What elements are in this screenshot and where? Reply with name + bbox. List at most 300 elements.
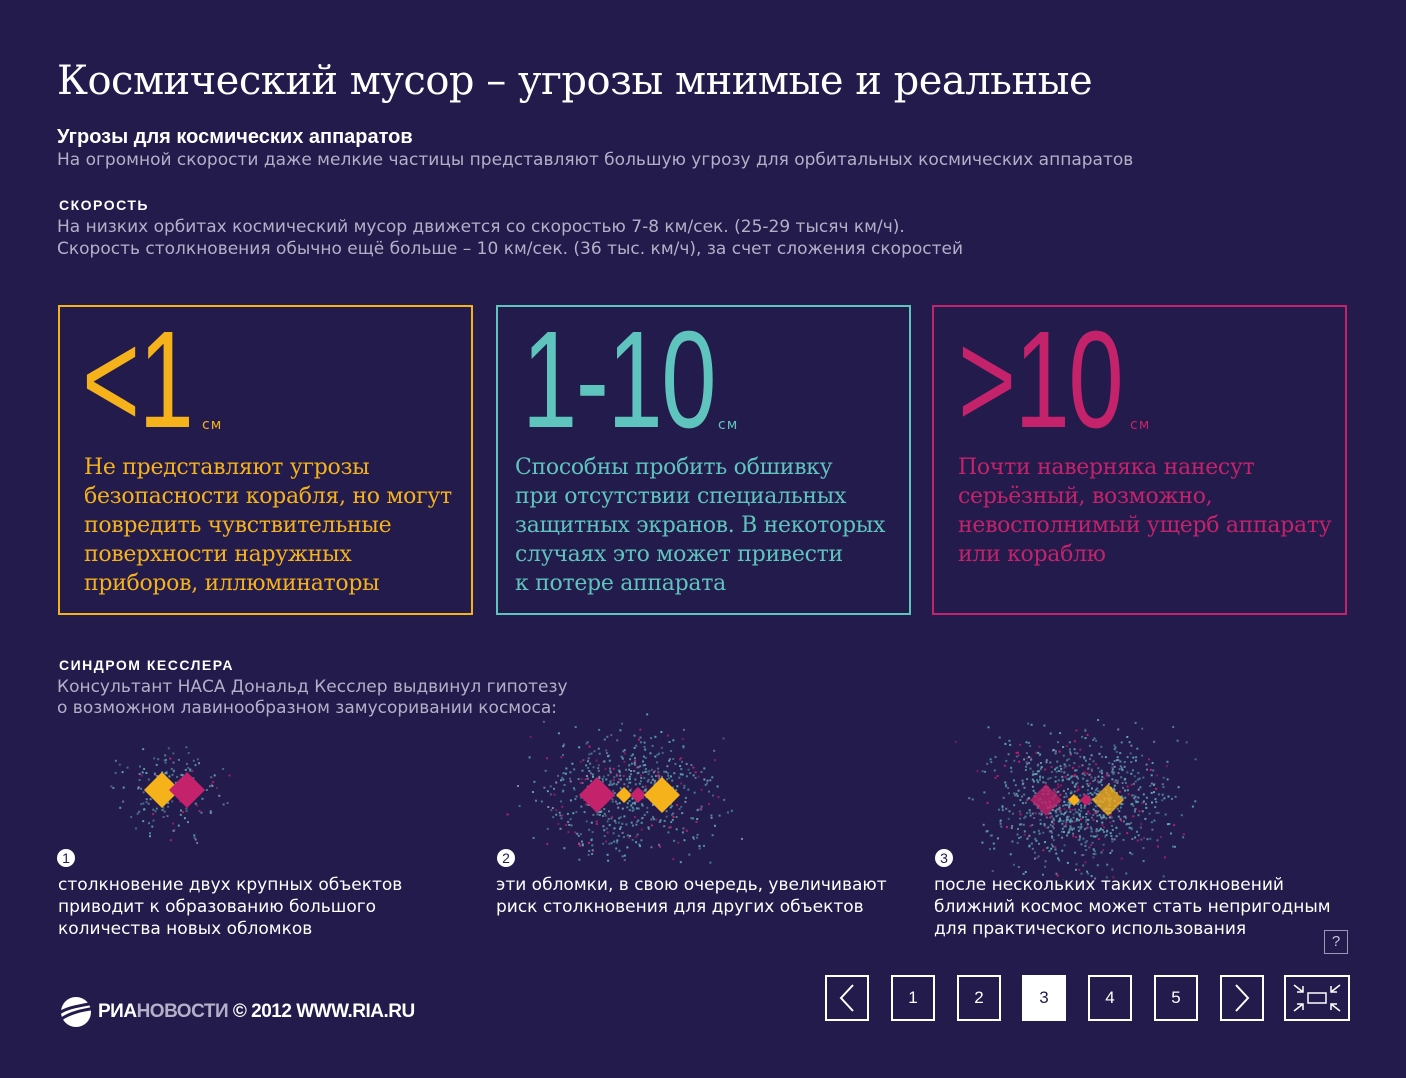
debris-particle: [1045, 782, 1047, 784]
debris-particle: [1005, 808, 1007, 810]
debris-particle: [603, 829, 605, 831]
debris-particle: [1039, 833, 1041, 835]
debris-particle: [1039, 776, 1041, 778]
debris-particle: [1061, 823, 1063, 825]
debris-particle: [570, 818, 572, 820]
debris-particle: [1042, 781, 1044, 783]
debris-particle: [1070, 825, 1072, 827]
debris-particle: [680, 757, 682, 759]
debris-particle: [1009, 744, 1011, 746]
debris-particle: [672, 858, 674, 860]
copyright-text: © 2012 WWW.RIA.RU: [228, 1001, 415, 1022]
debris-particle: [997, 775, 999, 777]
debris-particle: [1090, 802, 1092, 804]
debris-particle: [1038, 830, 1040, 832]
debris-particle: [1013, 792, 1015, 794]
debris-particle: [599, 753, 601, 755]
debris-particle: [142, 748, 144, 750]
debris-particle: [188, 752, 190, 754]
card-value: <1: [82, 303, 193, 457]
debris-particle: [623, 750, 625, 752]
debris-particle: [698, 776, 700, 778]
debris-particle: [1089, 813, 1091, 815]
debris-particle: [1143, 837, 1145, 839]
debris-particle: [1004, 765, 1006, 767]
debris-particle: [701, 771, 703, 773]
debris-particle: [645, 790, 647, 792]
debris-particle: [1061, 837, 1063, 839]
debris-particle: [1058, 770, 1060, 772]
debris-particle: [646, 811, 648, 813]
debris-particle: [1106, 831, 1108, 833]
debris-particle: [585, 764, 587, 766]
debris-particle: [578, 835, 580, 837]
debris-particle: [1057, 784, 1059, 786]
debris-particle: [1077, 778, 1079, 780]
debris-particle: [670, 821, 672, 823]
debris-particle: [1039, 754, 1041, 756]
debris-particle: [671, 805, 673, 807]
debris-particle: [1032, 848, 1034, 850]
debris-particle: [1000, 819, 1002, 821]
debris-particle: [1118, 816, 1120, 818]
debris-particle: [598, 776, 600, 778]
debris-particle: [707, 780, 709, 782]
debris-particle: [157, 758, 159, 760]
debris-particle: [1059, 807, 1061, 809]
debris-particle: [1142, 810, 1144, 812]
debris-particle: [1026, 812, 1028, 814]
debris-particle: [1066, 795, 1068, 797]
debris-particle: [1151, 774, 1153, 776]
debris-particle: [552, 807, 554, 809]
debris-particle: [1087, 811, 1089, 813]
debris-particle: [178, 825, 180, 827]
debris-particle: [1111, 838, 1113, 840]
debris-particle: [684, 801, 686, 803]
debris-particle: [703, 779, 705, 781]
debris-particle: [564, 784, 566, 786]
debris-particle: [1056, 761, 1058, 763]
debris-particle: [579, 845, 581, 847]
debris-particle: [148, 822, 150, 824]
debris-particle: [1138, 834, 1140, 836]
debris-particle: [169, 758, 171, 760]
debris-particle: [162, 809, 164, 811]
debris-particle: [597, 813, 599, 815]
debris-particle: [119, 807, 121, 809]
page-title: Космический мусор – угрозы мнимые и реальные: [57, 58, 1093, 104]
debris-particle: [1114, 760, 1116, 762]
debris-particle: [623, 783, 625, 785]
debris-particle: [727, 812, 729, 814]
debris-particle: [648, 773, 650, 775]
debris-particle: [1075, 836, 1077, 838]
debris-particle: [700, 808, 702, 810]
debris-particle: [666, 810, 668, 812]
debris-particle: [565, 773, 567, 775]
card-description-line: Не представляют угрозы: [84, 455, 370, 480]
debris-particle: [1100, 829, 1102, 831]
debris-particle: [573, 768, 575, 770]
debris-particle: [1111, 869, 1113, 871]
debris-particle: [609, 824, 611, 826]
debris-particle: [589, 763, 591, 765]
debris-particle: [699, 848, 701, 850]
debris-particle: [1050, 830, 1052, 832]
debris-particle: [1074, 748, 1076, 750]
debris-particle: [644, 814, 646, 816]
debris-particle: [1108, 775, 1110, 777]
debris-particle: [645, 786, 647, 788]
debris-particle: [1132, 805, 1134, 807]
debris-particle: [1070, 792, 1072, 794]
debris-particle: [677, 842, 679, 844]
debris-cloud-1: [60, 720, 300, 860]
debris-particle: [163, 816, 165, 818]
debris-particle: [1017, 834, 1019, 836]
card-under-1cm: [58, 305, 473, 615]
debris-particle: [1058, 804, 1060, 806]
debris-particle: [1039, 779, 1041, 781]
debris-particle: [695, 777, 697, 779]
debris-particle: [199, 810, 201, 812]
debris-particle: [1139, 778, 1141, 780]
debris-particle: [1162, 783, 1164, 785]
debris-particle: [590, 772, 592, 774]
debris-particle: [596, 821, 598, 823]
debris-particle: [1068, 778, 1070, 780]
debris-particle: [708, 791, 710, 793]
debris-particle: [195, 803, 197, 805]
debris-particle: [1053, 789, 1055, 791]
debris-particle: [1101, 852, 1103, 854]
debris-particle: [1068, 764, 1070, 766]
debris-particle: [1181, 814, 1183, 816]
debris-particle: [1078, 809, 1080, 811]
debris-particle: [193, 760, 195, 762]
debris-particle: [574, 831, 576, 833]
debris-particle: [599, 814, 601, 816]
debris-particle: [656, 761, 658, 763]
debris-particle: [1088, 785, 1090, 787]
debris-particle: [1087, 767, 1089, 769]
debris-particle: [1143, 793, 1145, 795]
debris-object-small: [1080, 794, 1092, 806]
debris-particle: [185, 769, 187, 771]
debris-particle: [1086, 840, 1088, 842]
collapse-button[interactable]: [1284, 975, 1350, 1021]
debris-particle: [167, 806, 169, 808]
debris-particle: [658, 774, 660, 776]
debris-particle: [608, 818, 610, 820]
debris-particle: [1140, 827, 1142, 829]
debris-particle: [1056, 815, 1058, 817]
debris-particle: [1079, 756, 1081, 758]
debris-particle: [1065, 804, 1067, 806]
debris-particle: [1022, 783, 1024, 785]
debris-particle: [663, 825, 665, 827]
card-description-line: или кораблю: [958, 542, 1106, 567]
debris-particle: [1084, 729, 1086, 731]
debris-particle: [1069, 803, 1071, 805]
debris-particle: [115, 760, 117, 762]
debris-particle: [655, 819, 657, 821]
debris-particle: [547, 790, 549, 792]
debris-particle: [1149, 838, 1151, 840]
debris-particle: [172, 823, 174, 825]
debris-particle: [634, 735, 636, 737]
debris-particle: [1152, 762, 1154, 764]
debris-particle: [184, 817, 186, 819]
debris-particle: [180, 810, 182, 812]
page-button-1[interactable]: 1: [891, 975, 935, 1021]
debris-particle: [187, 767, 189, 769]
debris-particle: [1135, 800, 1137, 802]
debris-particle: [1082, 778, 1084, 780]
debris-particle: [1097, 719, 1099, 721]
debris-particle: [613, 832, 615, 834]
debris-particle: [696, 821, 698, 823]
debris-particle: [1175, 796, 1177, 798]
speed-text-line-1: На низких орбитах космический мусор движется со скоростью 7-8 км/сек. (25-29 тысяч км/ч).: [57, 217, 905, 237]
debris-particle: [1157, 846, 1159, 848]
debris-particle: [1135, 760, 1137, 762]
debris-particle: [1032, 786, 1034, 788]
debris-particle: [574, 798, 576, 800]
debris-particle: [591, 753, 593, 755]
debris-particle: [1026, 741, 1028, 743]
debris-particle: [1064, 812, 1066, 814]
debris-particle: [1069, 829, 1071, 831]
chevron-right-icon: [1222, 977, 1262, 1019]
debris-particle: [1072, 781, 1074, 783]
debris-particle: [533, 781, 535, 783]
debris-particle: [1061, 776, 1063, 778]
debris-particle: [1109, 816, 1111, 818]
debris-particle: [582, 759, 584, 761]
debris-particle: [1168, 823, 1170, 825]
debris-particle: [1002, 809, 1004, 811]
debris-particle: [1046, 759, 1048, 761]
debris-particle: [629, 800, 631, 802]
debris-particle: [1067, 832, 1069, 834]
debris-particle: [1021, 796, 1023, 798]
debris-particle: [1092, 794, 1094, 796]
debris-particle: [1030, 825, 1032, 827]
debris-particle: [610, 780, 612, 782]
debris-particle: [1125, 782, 1127, 784]
debris-particle: [586, 820, 588, 822]
debris-particle: [997, 837, 999, 839]
debris-particle: [578, 859, 580, 861]
step-caption-line: после нескольких таких столкновений: [934, 875, 1284, 895]
debris-particle: [1084, 774, 1086, 776]
page-button-2[interactable]: 2: [957, 975, 1001, 1021]
card-description-line: приборов, иллюминаторы: [84, 571, 380, 596]
debris-particle: [1063, 767, 1065, 769]
debris-particle: [1080, 807, 1082, 809]
debris-particle: [1137, 772, 1139, 774]
debris-particle: [1018, 761, 1020, 763]
debris-particle: [1039, 746, 1041, 748]
help-button[interactable]: ?: [1324, 930, 1348, 954]
debris-particle: [214, 774, 216, 776]
debris-particle: [697, 834, 699, 836]
debris-particle: [1015, 784, 1017, 786]
debris-particle: [142, 820, 144, 822]
debris-particle: [1055, 781, 1057, 783]
debris-particle: [680, 861, 682, 863]
debris-particle: [1032, 779, 1034, 781]
debris-particle: [1084, 807, 1086, 809]
debris-particle: [1155, 798, 1157, 800]
debris-particle: [642, 761, 644, 763]
debris-particle: [1063, 771, 1065, 773]
debris-particle: [1177, 740, 1179, 742]
debris-particle: [1085, 737, 1087, 739]
debris-particle: [984, 771, 986, 773]
debris-particle: [640, 775, 642, 777]
debris-particle: [672, 819, 674, 821]
debris-particle: [623, 761, 625, 763]
debris-particle: [701, 789, 703, 791]
debris-particle: [694, 792, 696, 794]
debris-particle: [1009, 810, 1011, 812]
debris-particle: [218, 795, 220, 797]
debris-particle: [711, 817, 713, 819]
debris-particle: [1133, 783, 1135, 785]
debris-particle: [995, 756, 997, 758]
debris-particle: [650, 752, 652, 754]
debris-particle: [550, 809, 552, 811]
page-button-4[interactable]: 4: [1088, 975, 1132, 1021]
debris-particle: [1055, 776, 1057, 778]
debris-particle: [1050, 848, 1052, 850]
debris-particle: [1096, 835, 1098, 837]
debris-particle: [555, 782, 557, 784]
debris-particle: [1026, 799, 1028, 801]
debris-particle: [1083, 756, 1085, 758]
debris-particle: [619, 729, 621, 731]
debris-particle: [1130, 773, 1132, 775]
debris-particle: [1075, 730, 1077, 732]
page-button-3[interactable]: 3: [1022, 975, 1066, 1021]
debris-particle: [1155, 801, 1157, 803]
debris-particle: [701, 806, 703, 808]
debris-particle: [585, 778, 587, 780]
debris-particle: [142, 803, 144, 805]
debris-particle: [1024, 830, 1026, 832]
debris-particle: [635, 836, 637, 838]
debris-particle: [1024, 834, 1026, 836]
debris-particle: [1046, 817, 1048, 819]
debris-particle: [1003, 797, 1005, 799]
debris-particle: [604, 813, 606, 815]
debris-particle: [1101, 822, 1103, 824]
debris-particle: [1055, 853, 1057, 855]
debris-particle: [561, 815, 563, 817]
debris-particle: [587, 778, 589, 780]
debris-particle: [1060, 765, 1062, 767]
debris-particle: [648, 779, 650, 781]
debris-particle: [714, 825, 716, 827]
debris-particle: [692, 817, 694, 819]
debris-particle: [1146, 769, 1148, 771]
debris-particle: [586, 775, 588, 777]
debris-particle: [1093, 848, 1095, 850]
debris-particle: [1026, 763, 1028, 765]
kessler-text-line-2: о возможном лавинообразном замусоривании космоса:: [57, 698, 558, 718]
debris-particle: [1025, 802, 1027, 804]
debris-particle: [1106, 772, 1108, 774]
debris-particle: [557, 775, 559, 777]
card-1-10cm: [496, 305, 911, 615]
debris-particle: [608, 843, 610, 845]
card-description-line: защитных экранов. В некоторых: [515, 513, 886, 538]
debris-particle: [1130, 822, 1132, 824]
debris-particle: [1134, 837, 1136, 839]
debris-particle: [1002, 807, 1004, 809]
debris-particle: [1103, 777, 1105, 779]
debris-particle: [582, 770, 584, 772]
debris-particle: [1094, 836, 1096, 838]
debris-particle: [683, 827, 685, 829]
debris-particle: [1058, 779, 1060, 781]
debris-particle: [1016, 756, 1018, 758]
debris-particle: [673, 816, 675, 818]
debris-particle: [172, 774, 174, 776]
page-button-5[interactable]: 5: [1154, 975, 1198, 1021]
debris-particle: [1101, 784, 1103, 786]
debris-cloud-2: [490, 680, 750, 880]
debris-particle: [1066, 745, 1068, 747]
debris-particle: [1061, 850, 1063, 852]
debris-particle: [592, 814, 594, 816]
debris-particle: [1117, 780, 1119, 782]
debris-particle: [565, 768, 567, 770]
debris-particle: [180, 814, 182, 816]
debris-particle: [657, 768, 659, 770]
debris-particle: [632, 802, 634, 804]
debris-particle: [1075, 869, 1077, 871]
debris-particle: [1170, 833, 1172, 835]
debris-particle: [1044, 823, 1046, 825]
debris-particle: [1101, 756, 1103, 758]
debris-particle: [1078, 839, 1080, 841]
prev-button[interactable]: [825, 975, 869, 1021]
debris-particle: [1060, 784, 1062, 786]
debris-particle: [154, 773, 156, 775]
debris-particle: [1063, 755, 1065, 757]
debris-particle: [682, 831, 684, 833]
next-button[interactable]: [1220, 975, 1264, 1021]
debris-particle: [684, 785, 686, 787]
debris-particle: [166, 771, 168, 773]
debris-particle: [1079, 749, 1081, 751]
debris-particle: [719, 815, 721, 817]
debris-particle: [1134, 808, 1136, 810]
debris-particle: [1044, 769, 1046, 771]
debris-particle: [152, 809, 154, 811]
debris-particle: [1127, 789, 1129, 791]
ria-novosti-logo[interactable]: [56, 996, 415, 1028]
debris-particle: [555, 809, 557, 811]
step-number: 3: [935, 849, 953, 867]
debris-particle: [1120, 765, 1122, 767]
debris-particle: [517, 785, 519, 787]
debris-particle: [1016, 793, 1018, 795]
